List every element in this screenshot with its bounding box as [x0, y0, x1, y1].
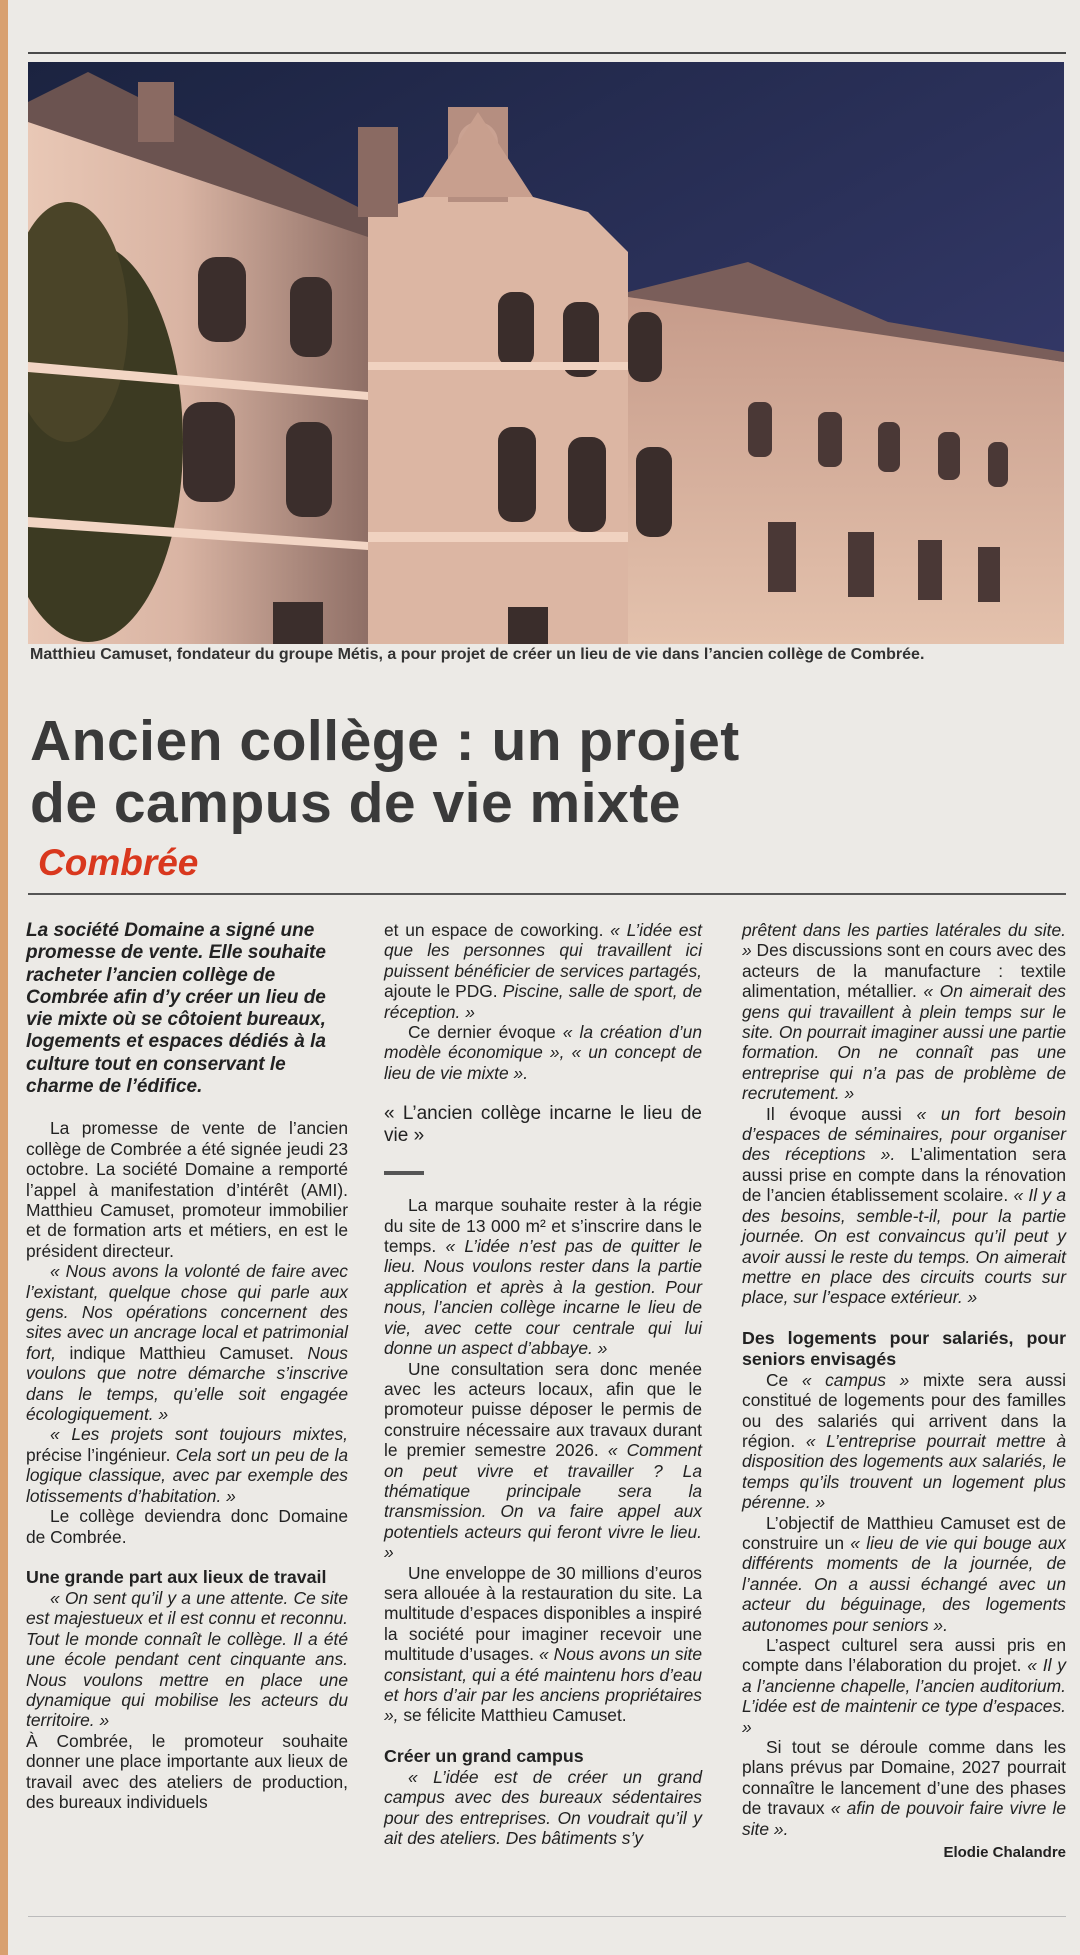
paragraph: La promesse de vente de l’ancien collège de Combrée a été signée jeudi 23 octobre. La société Domaine a remporté l’appel à manifestation d’intérêt (AMI). Matthieu Camuset, promoteur immobilier et de formation arts et métiers, en est le président directeur.: [26, 1118, 348, 1261]
quote-heading: « L’ancien collège incarne le lieu de vie »: [384, 1103, 702, 1147]
byline: Elodie Chalandre: [943, 1844, 1066, 1862]
paragraph: Une enveloppe de 30 millions d’euros sera allouée à la restauration du site. La multitude d’espaces disponibles a inspiré la société pour imaginer recevoir une multitude d’usages. « Nous avons un site consistant, qui a été maintenu hors d’eau et hors d’air par les anciens propriétaires », se félicite Matthieu Camuset.: [384, 1562, 702, 1726]
headline-line-2: de campus de vie mixte: [30, 771, 681, 835]
column-1: [26, 920, 348, 1812]
subheading: Des logements pour salariés, pour seniors envisagés: [742, 1327, 1066, 1369]
bottom-rule: [28, 1916, 1066, 1917]
paragraph: L’aspect culturel sera aussi pris en compte dans l’élaboration du projet. « Il y a l’ancienne chapelle, l’ancien auditorium. L’idée est de maintenir ce type d’espaces. »: [742, 1635, 1066, 1737]
article-photo: [28, 62, 1064, 644]
headline-line-1: Ancien collège : un projet: [30, 709, 740, 773]
paragraph: La marque souhaite rester à la régie du site de 13 000 m² et s’inscrire dans le temps. « L’idée n’est pas de quitter le lieu. Nous voulons rester dans la partie application et après à la gestion. Pour nous, l’ancien collège incarne le lieu de vie, avec cette cour centrale qui lui donne un aspect d’abbaye. »: [384, 1195, 702, 1359]
chapo: La société Domaine a signé une promesse de vente. Elle souhaite racheter l’ancien collège de Combrée afin d’y créer un lieu de vie mixte où se côtoient bureaux, logements et espaces dédiés à la culture tout en conservant le charme de l’édifice.: [26, 920, 326, 1098]
paragraph: Il évoque aussi « un fort besoin d’espaces de séminaires, pour organiser des réceptions ». L’alimentation sera aussi prise en compte dans la rénovation de l’ancien établissement scolaire. « Il y a des besoins, semble-t-il, pour la partie journée. On est convaincus qu’il peut y avoir aussi le reste du temps. On aimerait mettre en place des circuits courts sur place, sur l’espace extérieur. »: [742, 1103, 1067, 1308]
paragraph: « Les projets sont toujours mixtes, précise l’ingénieur. Cela sort un peu de la logique classique, avec par exemple des lotissements d’habitation. »: [26, 1424, 349, 1506]
paragraph: Le collège deviendra donc Domaine de Combrée.: [26, 1506, 348, 1547]
subheading: Créer un grand campus: [384, 1745, 584, 1766]
paragraph: Ce dernier évoque « la création d’un modèle économique », « un concept de lieu de vie mixte ».: [384, 1022, 702, 1083]
heading-dash: [384, 1171, 424, 1175]
paragraph: Ce « campus » mixte sera aussi constitué de logements pour des familles ou des salariés qui arrivent dans la région. « L’entreprise pourrait mettre à disposition des logements aux salariés, le temps qu’ils trouvent un logement plus pérenne. »: [742, 1369, 1066, 1513]
location-kicker: Combrée: [38, 842, 199, 883]
paragraph: Une consultation sera donc menée avec les acteurs locaux, afin que le promoteur puisse déposer le permis de construire nécessaire aux travaux durant le premier semestre 2026. « Comment on peut vivre et travailler ? La thématique principale sera la transmission. On va faire appel aux potentiels acteurs qui feront vivre le lieu. »: [384, 1358, 702, 1563]
college-building-illustration: [28, 62, 1064, 644]
paragraph: « On sent qu’il y a une attente. Ce site est majestueux et il est connu et reconnu. Tout le monde connaît le collège. Il a été une école pendant cent cinquante ans. Nous voulons mettre en place une dynamique qui mobilise les acteurs du territoire. »: [26, 1587, 348, 1731]
paragraph: prêtent dans les parties latérales du site. » Des discussions sont en cours avec des acteurs de la manufacture : textile alimentation, métallier. « On aimerait des gens qui travaillent à plein temps sur le site. On pourrait imaginer aussi une partie formation. On ne connaît pas une entreprise qui n’a pas de problème de recrutement. »: [742, 920, 1066, 1104]
paragraph: « Nous avons la volonté de faire avec l’existant, quelque chose qui parle aux gens. Nos opérations concernent des sites avec un ancrage local et patrimonial fort, indique Matthieu Camuset. Nous voulons que notre démarche s’inscrive dans le temps, qu’elle soit engagée écologiquement. »: [26, 1261, 348, 1425]
paragraph: « L’idée est de créer un grand campus avec des bureaux sédentaires pour des entreprises. On voudrait qu’il y ait des ateliers. Des bâtiments s’y: [384, 1766, 702, 1849]
section-rule: [28, 893, 1066, 895]
headline: [30, 710, 1050, 834]
paragraph: et un espace de coworking. « L’idée est que les personnes qui travaillent ici puissent bénéficier de services partagés, ajoute le PDG. Piscine, salle de sport, de réception. »: [384, 920, 702, 1022]
paragraph: L’objectif de Matthieu Camuset est de construire un « lieu de vie qui bouge aux différents moments de la journée, de l’année. On a aussi échangé avec un acteur du béguinage, des logements autonomes pour seniors ».: [742, 1512, 1066, 1635]
top-rule: [28, 52, 1066, 54]
paragraph: Si tout se déroule comme dans les plans prévus par Domaine, 2027 pourrait connaître le lancement d’une des phases de travaux « afin de pouvoir faire vivre le site ».: [742, 1737, 1066, 1839]
paragraph: À Combrée, le promoteur souhaite donner une place importante aux lieux de travail avec des ateliers de production, des bureaux individuels: [26, 1730, 348, 1812]
photo-caption: Matthieu Camuset, fondateur du groupe Métis, a pour projet de créer un lieu de vie dans l’ancien collège de Combrée.: [30, 646, 925, 663]
column-2: [384, 920, 702, 1848]
subheading: Une grande part aux lieux de travail: [26, 1566, 327, 1587]
column-3: [742, 920, 1066, 1863]
